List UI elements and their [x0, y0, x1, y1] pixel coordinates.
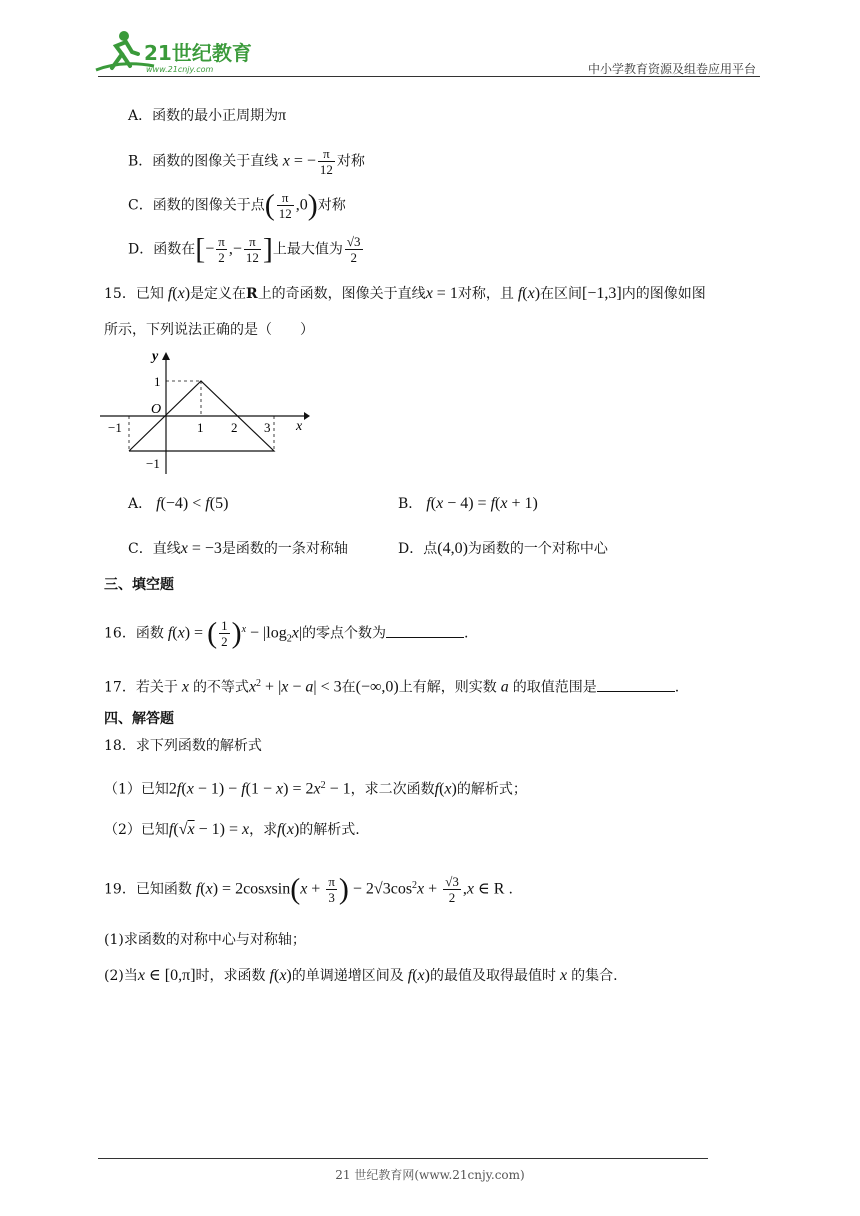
logo-sub: www.21cnjy.com	[146, 65, 214, 74]
q19-stem: 19．已知函数 f(x) = 2cosxsin(x + $\frac{\pi}{3}$ ) − $2√3\cos^2x$ + $\frac{√3}{2}$ ,x ∈ R .	[104, 872, 513, 906]
q15-function-graph	[96, 346, 310, 476]
origin-label: O	[151, 402, 162, 417]
q18-title: 18．求下列函数的解析式	[104, 738, 262, 754]
section-answer: 四、解答题	[104, 711, 174, 727]
tick-x-m1: −1	[108, 420, 122, 435]
header-divider	[98, 76, 760, 77]
y-axis-label: y	[152, 349, 159, 364]
footer-divider	[98, 1158, 708, 1159]
tick-x-2: 2	[231, 420, 238, 435]
tick-y-m1: −1	[146, 456, 160, 471]
q19-part1: (1)求函数的对称中心与对称轴；	[104, 932, 306, 948]
q19-part2: (2)当x ∈ [0,π]时，求函数 f(x)的单调递增区间及 f(x)的最值及取得最值时 x 的集合.	[104, 967, 618, 984]
q15-stem-line2: 所示，下列说法正确的是（ ）	[104, 322, 314, 338]
q15-option-a: A． f(−4) < f(5)	[128, 495, 229, 512]
q14-option-a: A．函数的最小正周期为π	[128, 107, 287, 124]
q14-option-c: C．函数的图像关于点( $\frac{\pi}{12}$ ,0)对称	[128, 188, 346, 222]
logo-text: 21世纪教育	[144, 41, 252, 65]
header-platform-text: 中小学教育资源及组卷应用平台	[587, 62, 756, 76]
q15-stem: 15．已知 f(x)是定义在R上的奇函数，图像关于直线x = 1对称，且 f(x)在区间[−1,3]内的图像如图	[104, 285, 706, 302]
q18-part1: （1）已知$2f(x - 1) - f(1 - x) = 2x^2 - 1$，求二次函数f(x)的解析式；	[104, 780, 527, 798]
site-logo	[92, 26, 262, 78]
x-axis-label: x	[296, 419, 303, 434]
q15-option-c: C．直线x = −3是函数的一条对称轴	[128, 540, 348, 557]
q14-option-b: B．函数的图像关于直线 x = − $\frac{\pi}{12}$ 对称	[128, 146, 365, 177]
q16: 16．函数 f(x) = ( $\frac{1}{2}$ )$^x - |\log_2x|$的零点个数为 .	[104, 616, 469, 650]
q15-option-d: D．点(4,0)为函数的一个对称中心	[398, 540, 608, 557]
q17: 17．若关于 x 的不等式$x^2 + |x - a| < 3$在(−∞,0)上有解，则实数 a 的取值范围是 .	[104, 674, 679, 698]
q18-part2: （2）已知f(√x − 1) = x，求f(x)的解析式.	[104, 821, 360, 838]
q14-option-d: D．函数在[− $\frac{\pi}{2}$ ,− $\frac{\pi}{12}$ ]上最大值为 $\frac{√3}{2}$	[128, 232, 361, 266]
section-fill-in: 三、填空题	[104, 577, 174, 593]
footer-text: 21 世纪教育网(www.21cnjy.com)	[335, 1168, 525, 1182]
tick-y-1: 1	[154, 374, 161, 389]
tick-x-3: 3	[264, 420, 271, 435]
y-axis-arrow	[162, 352, 170, 360]
x-axis-arrow	[304, 412, 310, 420]
tick-x-1: 1	[197, 420, 204, 435]
q15-option-b: B． f(x − 4) = f(x + 1)	[398, 495, 538, 512]
